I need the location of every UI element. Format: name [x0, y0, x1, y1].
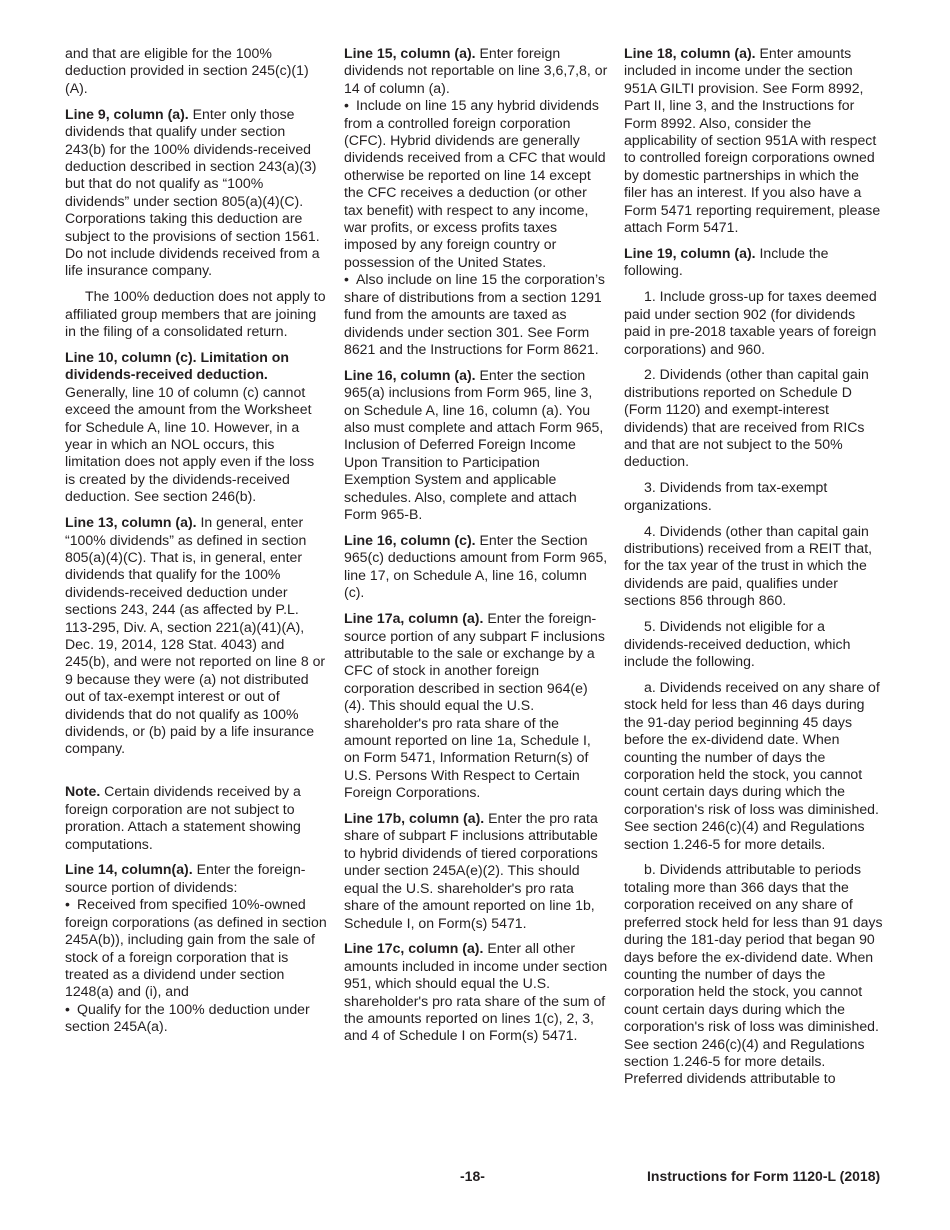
paragraph-100-deduction: The 100% deduction does not apply to affiliated group members that are joining in the filing of a consolidated return. [65, 288, 326, 340]
list-item-4: 4. Dividends (other than capital gain distributions) received from a REIT that, for the tax year of the trust in which the dividends are paid, qualifies under sections 856 through 860. [624, 522, 873, 609]
column-2 [344, 45, 608, 1053]
line-16c-heading: Line 16, column (c). [344, 531, 476, 548]
line-17b-section [344, 810, 608, 932]
line-15-section [344, 45, 608, 97]
list-item-a: a. Dividends received on any share of stock held for less than 46 days during the 91-day period beginning 45 days before the ex-dividend date. When counting the number of days the corporation held the stock, you cannot count certain days during which the corporation's risk of loss was diminished. See section 246(c)(4) and Regulations section 1.246-5 for more details. [624, 678, 880, 852]
document-title: Instructions for Form 1120-L (2018) [647, 1168, 881, 1184]
note-section [65, 783, 327, 853]
line-13-text: In general, enter “100% dividends” as defined in section 805(a)(4)(C). That is, in general, enter dividends that qualify for the 100% dividends-received deduction under sections 243, 244 (as affected by P.L. 113-295, Div. A, section 221(a)(41)(A), Dec. 19, 2014, 128 Stat. 4043) and 245(b), and were not reported on line 8 or 9 because they were (a) not distributed out of tax-exempt interest or out of dividends that do not qualify as 100% dividends, or (b) paid by a life insurance company. [65, 514, 326, 757]
list-item-3: 3. Dividends from tax-exempt organizations. [624, 479, 828, 513]
line-17a-text: Enter the foreign-source portion of any subpart F inclusions attributable to the sale or exchange by a CFC of stock in another foreign corporation described in section 964(e)(4). This should equal the U.S. shareholder's pro rata share of the amount reported on line 1a, Schedule I, on Form 5471, Information Return(s) of U.S. Persons With Respect to Certain Foreign Corporations. [344, 610, 605, 801]
list-item-5: 5. Dividends not eligible for a dividends-received deduction, which include the following. [624, 618, 851, 669]
line-17b-text: Enter the pro rata share of subpart F inclusions attributable to hybrid dividends of tiered corporations under section 245A(e)(2). This should equal the U.S. shareholder's pro rata share of the amount reported on line 1b, Schedule I, on Form(s) 5471. [344, 810, 598, 931]
line-14-text: Enter the foreign-source portion of dividends: [65, 861, 306, 895]
line-14-section [65, 861, 327, 896]
line-10-section [65, 349, 327, 506]
line-10-text: Generally, line 10 of column (c) cannot exceed the amount from the Worksheet for Schedule A, line 10. However, in a year in which an NOL occurs, this limitation does not apply even if the loss is created by the dividends-received deduction. See section 246(b). [65, 383, 315, 505]
line-9-heading: Line 9, column (a). [65, 105, 189, 122]
line-16a-heading: Line 16, column (a). [344, 366, 476, 383]
line-19-heading: Line 19, column (a). [624, 244, 756, 261]
bullet-item: • Qualify for the 100% deduction under section 245A(a). [65, 1000, 310, 1035]
bullet-icon: • [65, 896, 70, 913]
bullet-item: • Received from specified 10%-owned foreign corporations (as defined in section 245A(b)), including gain from the sale of stock of a foreign corporation that is treated as a dividend under section 1248(a) and (i), and [65, 896, 327, 1000]
line-18-section [624, 45, 884, 236]
line-16a-text: Enter the section 965(a) inclusions from Form 965, line 3, on Schedule A, line 16, column (a). You also must complete and attach Form 965, Inclusion of Deferred Foreign Income Upon Transition to Participation Exemption System and applicable schedules. Also, complete and attach Form 965-B. [344, 366, 604, 523]
line-16c-text: Enter the Section 965(c) deductions amount from Form 965, line 17, on Schedule A, line 16, column (c). [344, 531, 608, 601]
line-16a-section [344, 367, 608, 524]
line-17c-text: Enter all other amounts included in income under section 951, which should equal the U.S. shareholder's pro rata share of the sum of the amounts reported on lines 1(c), 2, 3, and 4 of Schedule I on Form(s) 5471. [344, 940, 608, 1044]
line-17c-heading: Line 17c, column (a). [344, 940, 484, 957]
line-18-heading: Line 18, column (a). [624, 45, 756, 61]
line-15-text: Enter foreign dividends not reportable on line 3,6,7,8, or 14 of column (a). [344, 45, 608, 96]
line-15-heading: Line 15, column (a). [344, 45, 476, 61]
bullet-icon: • [344, 97, 349, 114]
line-18-text: Enter amounts included in income under the section 951A GILTI provision. See Form 8992, Part II, line 3, and the Instructions for Form 8992. Also, consider the applicability of section 951A with respect to controlled foreign corporations owned by domestic partnerships in which the filer has an interest. If you also have a Form 5471 reporting requirement, please attach Form 5471. [624, 45, 881, 236]
list-item-1: 1. Include gross-up for taxes deemed paid under section 902 (for dividends paid in pre-2018 taxable years of foreign corporations) and 960. [624, 288, 877, 357]
line-9-text: Enter only those dividends that qualify under section 243(b) for the 100% dividends-received deduction described in section 243(a)(3) but that do not qualify as “100% dividends” under section 805(a)(4)(C). Corporations taking this deduction are subject to the provisions of section 1561. Do not include dividends received from a life insurance company. [65, 105, 320, 279]
line-10-heading: Line 10, column (c). Limitation on dividends-received deduction. [65, 349, 289, 383]
list-item-2: 2. Dividends (other than capital gain distributions reported on Schedule D (Form 1120) and exempt-interest dividends) that are received from RICs and that are not subject to the 50% deduction. [624, 366, 869, 470]
bullet-icon: • [65, 1000, 70, 1017]
page-number: -18- [460, 1168, 485, 1184]
line-13-section [65, 514, 327, 758]
line-14-heading: Line 14, column(a). [65, 861, 193, 878]
note-text: Certain dividends received by a foreign corporation are not subject to proration. Attach a statement showing computations. [65, 783, 301, 852]
list-item-b: b. Dividends attributable to periods totaling more than 366 days that the corporation received on any share of preferred stock held for less than 91 days during the 181-day period that began 90 days before the ex-dividend date. When counting the number of days the corporation held the stock, you cannot count certain days during which the corporation's risk of loss was diminished. See section 246(c)(4) and Regulations section 1.246-5 for more details. Preferred dividends attributable to [624, 861, 883, 1087]
bullet-item: • Also include on line 15 the corporation’s share of distributions from a section 1291 fund from the amounts are taxed as dividends under section 301. See Form 8621 and the Instructions for Form 8621. [344, 271, 605, 357]
bullet-icon: • [344, 271, 349, 288]
line-17b-heading: Line 17b, column (a). [344, 810, 485, 827]
column-1 [65, 45, 327, 1036]
line-13-heading: Line 13, column (a). [65, 514, 197, 531]
bullet-item: • Include on line 15 any hybrid dividends from a controlled foreign corporation (CFC). Hybrid dividends are generally dividends received from a CFC that would otherwise be reported on line 14 except the CFC receives a deduction (or other tax benefit) with respect to any income, war profits, or excess profits taxes imposed by any foreign country or possession of the United States. [344, 97, 606, 270]
note-heading: Note. [65, 783, 101, 800]
line-9-section [65, 106, 327, 280]
line-19-section [624, 245, 884, 280]
paragraph: and that are eligible for the 100% deduction provided in section 245(c)(1)(A). [65, 45, 309, 96]
line-17a-heading: Line 17a, column (a). [344, 610, 484, 627]
line-17c-section [344, 940, 608, 1044]
line-19-text: Include the following. [624, 244, 829, 279]
line-17a-section [344, 610, 608, 801]
line-16c-section [344, 532, 608, 602]
column-3 [624, 45, 884, 1096]
